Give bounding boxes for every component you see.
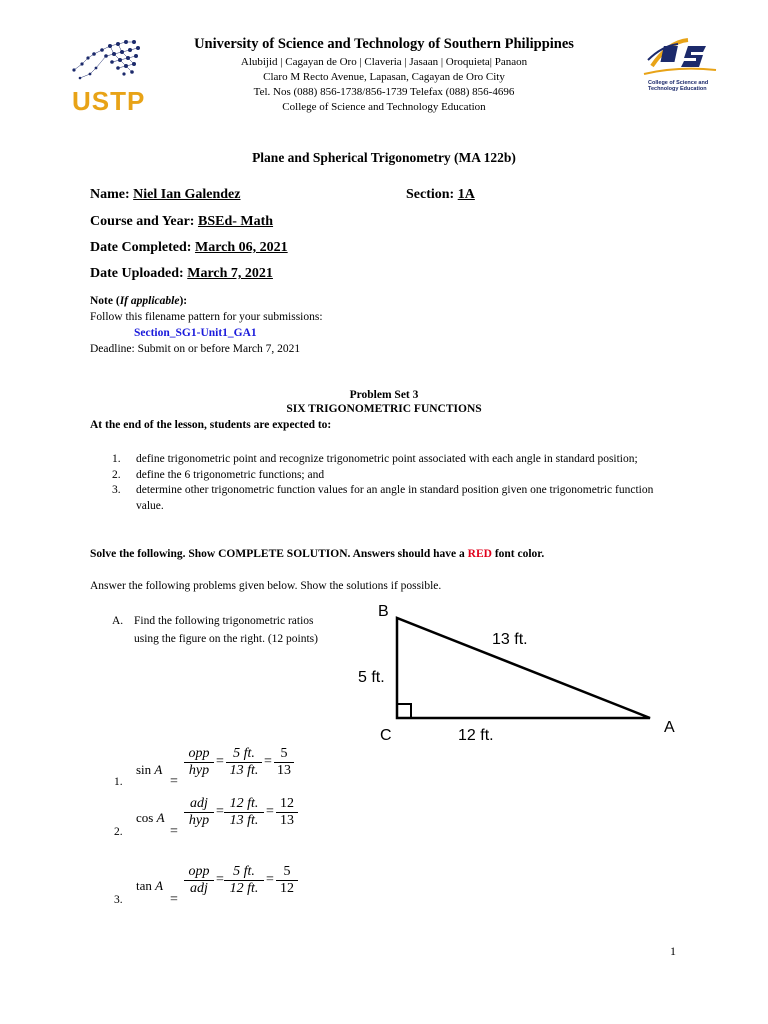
function-name: tan A — [136, 878, 164, 893]
ustp-logo-text: USTP — [72, 86, 146, 116]
university-phone: Tel. Nos (088) 856-1738/856-1739 Telefax (088) 856-4696 — [253, 86, 515, 98]
instructions: Solve the following. Show COMPLETE SOLUTION. Answers should have a RED font color. — [90, 548, 545, 560]
function-name: sin A — [136, 762, 163, 777]
college-logo-text: College of Science and Technology Education — [648, 80, 709, 92]
course-year-value: BSEd- Math — [197, 214, 274, 229]
side-ab-label: 13 ft. — [492, 631, 528, 648]
vertex-a-label: A — [664, 719, 675, 736]
equation-sin: 1. sin A = opp hyp = $\frac{5 ft.}{13 ft.}$ = $\frac{5}{13}$ — [114, 744, 374, 804]
name-label: Name: — [90, 187, 130, 202]
section-value: 1A — [457, 187, 475, 202]
equation-number: 3. — [114, 894, 123, 906]
college-name: College of Science and Technology Education — [282, 101, 486, 113]
date-completed-value: March 06, 2021 — [194, 240, 288, 255]
equation-number: 2. — [114, 826, 123, 838]
list-item: 1. define trigonometric point and recognize trigonometric point associated with each angle in standard position; — [112, 453, 638, 465]
vertex-b-label: B — [378, 603, 389, 620]
deadline: Deadline: Submit on or before March 7, 2021 — [90, 343, 301, 355]
name-field — [90, 187, 333, 203]
date-completed-label: Date Completed: — [90, 240, 192, 255]
date-uploaded-value: March 7, 2021 — [187, 266, 273, 281]
function-name: cos A — [136, 810, 165, 825]
red-keyword: RED — [467, 548, 492, 560]
date-completed-field — [90, 240, 288, 256]
section-field — [406, 187, 475, 203]
equation-cos: 2. cos A = adj hyp = $\frac{12 ft.}{13 ft.}$ = $\frac{12}{13}$ — [114, 794, 374, 854]
list-item: 2. define the 6 trigonometric functions; and — [112, 468, 325, 481]
problem-a — [112, 612, 332, 648]
vertex-c-label: C — [380, 727, 392, 744]
problem-set-subtitle: SIX TRIGONOMETRIC FUNCTIONS — [286, 403, 482, 415]
equation-tan: 3. tan A = opp adj = $\frac{5 ft.}{12 ft.}$ = $\frac{5}{12}$ — [114, 864, 374, 924]
course-year-field — [90, 214, 273, 230]
list-item: 3. determine other trigonometric function values for an angle in standard position given one trigonometric function value. — [112, 484, 654, 512]
equation-number: 1. — [114, 776, 123, 788]
page-number: 1 — [670, 944, 676, 958]
university-name: University of Science and Technology of Southern Philippines — [194, 36, 574, 52]
note-label: Note (If applicable): — [90, 295, 188, 307]
problem-a-number: A. — [112, 615, 124, 627]
filename-pattern: Section_SG1-Unit1_GA1 — [134, 327, 257, 339]
submission-note — [90, 293, 323, 357]
problem-set-title: Problem Set 3 — [349, 389, 419, 401]
campus-list: Alubijid | Cagayan de Oro | Claveria | Jasaan | Oroquieta| Panaon — [240, 56, 528, 68]
side-ca-label: 12 ft. — [458, 727, 494, 744]
course-title: Plane and Spherical Trigonometry (MA 122b) — [252, 150, 516, 165]
problem-a-text: Find the following trigonometric ratios using the figure on the right. (12 points) — [134, 615, 318, 645]
course-year-label: Course and Year: — [90, 214, 195, 229]
side-bc-label: 5 ft. — [358, 669, 385, 686]
name-value: Niel Ian Galendez — [133, 187, 241, 202]
objective-intro: At the end of the lesson, students are expected to: — [90, 419, 332, 431]
date-uploaded-field — [90, 266, 273, 282]
section-label: Section: — [406, 187, 455, 202]
triangle-figure — [352, 596, 692, 748]
answer-intro: Answer the following problems given below. Show the solutions if possible. — [90, 580, 442, 592]
objectives-list — [112, 452, 672, 514]
date-uploaded-label: Date Uploaded: — [90, 266, 184, 281]
note-line: Follow this filename pattern for your submissions: — [90, 311, 323, 323]
university-address: Claro M Recto Avenue, Lapasan, Cagayan de Oro City — [263, 71, 505, 83]
